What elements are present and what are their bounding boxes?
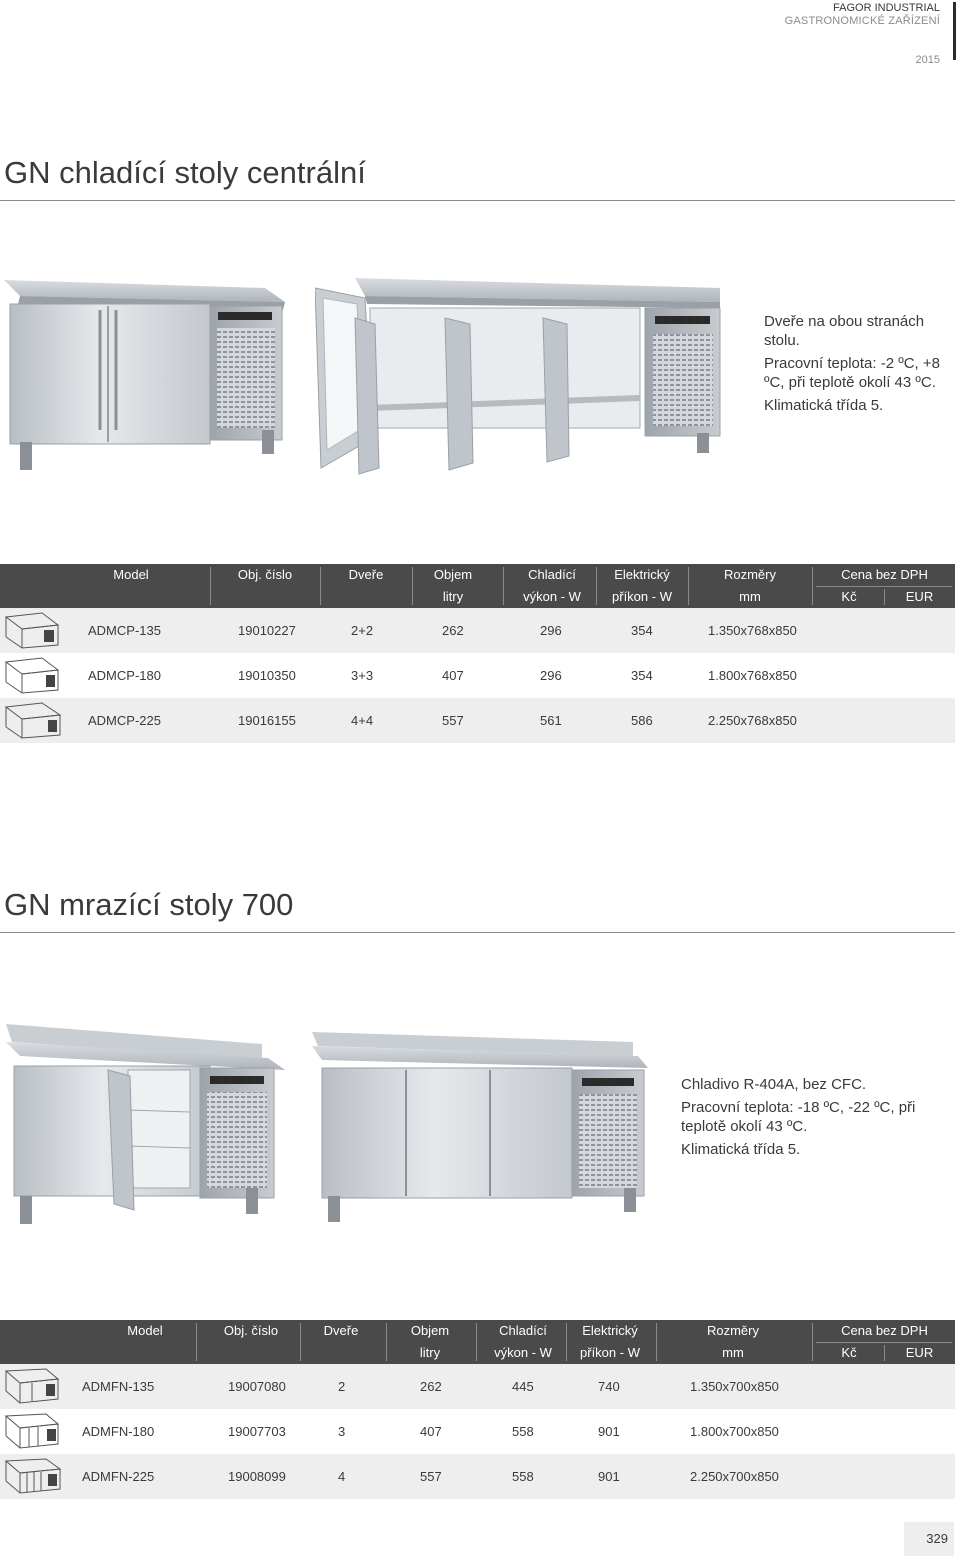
header-divider bbox=[812, 567, 813, 605]
product-thumbnail bbox=[2, 1367, 62, 1406]
product-photo-freezer-closed bbox=[308, 1028, 648, 1224]
header-price-rule bbox=[816, 1342, 952, 1343]
col-objem: Objem bbox=[410, 1323, 450, 1338]
cell-model: ADMCP-225 bbox=[88, 713, 161, 728]
cell-rozmery: 2.250x700x850 bbox=[690, 1469, 779, 1484]
page-header bbox=[785, 2, 940, 67]
col-kc: Kč bbox=[841, 589, 857, 604]
cell-obj: 19010350 bbox=[238, 668, 296, 683]
cell-dvere: 2+2 bbox=[351, 623, 374, 638]
cell-elektricky: 740 bbox=[598, 1379, 620, 1394]
table-header bbox=[0, 564, 955, 608]
section1-description bbox=[764, 312, 954, 419]
header-accent-bar bbox=[953, 2, 956, 60]
table-row bbox=[0, 1409, 955, 1454]
description-line: Pracovní teplota: -18 ºC, -22 ºC, při teplotě okolí 43 ºC. bbox=[681, 1099, 916, 1135]
section-rule bbox=[0, 200, 955, 201]
cell-objem: 557 bbox=[420, 1469, 442, 1484]
description-line: Pracovní teplota: -2 ºC, +8 ºC, při teplotě okolí 43 ºC. bbox=[764, 355, 940, 391]
cell-model: ADMFN-135 bbox=[82, 1379, 155, 1394]
header-price-rule bbox=[816, 586, 952, 587]
col-rozmery-unit: mm bbox=[722, 1345, 744, 1360]
header-divider bbox=[566, 1323, 567, 1361]
cell-model: ADMFN-225 bbox=[82, 1469, 155, 1484]
product-photo-closed-cabinet bbox=[0, 270, 290, 475]
table-row bbox=[0, 1364, 955, 1409]
cell-rozmery: 1.350x768x850 bbox=[708, 623, 797, 638]
cell-rozmery: 2.250x768x850 bbox=[708, 713, 797, 728]
header-divider bbox=[196, 1323, 197, 1361]
section2-description bbox=[681, 1075, 951, 1163]
col-chladici: Chladící bbox=[499, 1323, 547, 1338]
product-thumbnail bbox=[2, 701, 62, 740]
header-divider bbox=[884, 589, 885, 605]
product-table-mrazici bbox=[0, 1320, 955, 1499]
description-line: Chladivo R-404A, bez CFC. bbox=[681, 1076, 867, 1093]
cell-objem: 407 bbox=[420, 1424, 442, 1439]
col-elektricky-unit: příkon - W bbox=[580, 1345, 640, 1360]
col-elektricky: Elektrický bbox=[582, 1323, 638, 1338]
col-obj: Obj. číslo bbox=[223, 1323, 279, 1338]
table-row bbox=[0, 698, 955, 743]
col-chladici-unit: výkon - W bbox=[523, 589, 581, 604]
cell-chladici: 445 bbox=[512, 1379, 534, 1394]
header-divider bbox=[300, 1323, 301, 1361]
catalog-year: 2015 bbox=[915, 54, 940, 66]
table-row bbox=[0, 1454, 955, 1499]
header-divider bbox=[884, 1345, 885, 1361]
cell-dvere: 4 bbox=[338, 1469, 346, 1484]
col-cena: Cena bez DPH bbox=[841, 567, 928, 582]
description-line: Dveře na obou stranách stolu. bbox=[764, 313, 925, 349]
header-divider bbox=[476, 1323, 477, 1361]
col-elektricky: Elektrický bbox=[614, 567, 670, 582]
cell-elektricky: 354 bbox=[631, 668, 653, 683]
cell-objem: 557 bbox=[442, 713, 464, 728]
cell-elektricky: 586 bbox=[631, 713, 653, 728]
page-number: 329 bbox=[904, 1522, 954, 1556]
cell-elektricky: 354 bbox=[631, 623, 653, 638]
col-rozmery: Rozměry bbox=[706, 1323, 759, 1338]
cell-elektricky: 901 bbox=[598, 1424, 620, 1439]
col-cena: Cena bez DPH bbox=[841, 1323, 928, 1338]
table-header bbox=[0, 1320, 955, 1364]
header-divider bbox=[320, 567, 321, 605]
cell-obj: 19007703 bbox=[228, 1424, 286, 1439]
brand-name: FAGOR INDUSTRIAL bbox=[833, 2, 940, 14]
cell-model: ADMCP-135 bbox=[88, 623, 161, 638]
col-eur: EUR bbox=[905, 589, 934, 604]
col-objem: Objem bbox=[433, 567, 473, 582]
product-table-chladici bbox=[0, 564, 955, 743]
cell-obj: 19007080 bbox=[228, 1379, 286, 1394]
section-rule bbox=[0, 932, 955, 933]
col-model: Model bbox=[127, 1323, 163, 1338]
cell-obj: 19008099 bbox=[228, 1469, 286, 1484]
cell-objem: 262 bbox=[442, 623, 464, 638]
col-rozmery: Rozměry bbox=[723, 567, 776, 582]
section-title-chladici: GN chladící stoly centrální bbox=[4, 155, 366, 190]
cell-dvere: 4+4 bbox=[351, 713, 374, 728]
header-divider bbox=[812, 1323, 813, 1361]
header-divider bbox=[596, 567, 597, 605]
cell-dvere: 2 bbox=[338, 1379, 346, 1394]
col-dvere: Dveře bbox=[323, 1323, 359, 1338]
col-kc: Kč bbox=[841, 1345, 857, 1360]
col-obj: Obj. číslo bbox=[237, 567, 293, 582]
cell-chladici: 296 bbox=[540, 623, 562, 638]
col-elektricky-unit: příkon - W bbox=[612, 589, 672, 604]
table-row bbox=[0, 653, 955, 698]
cell-objem: 407 bbox=[442, 668, 464, 683]
cell-chladici: 558 bbox=[512, 1424, 534, 1439]
header-divider bbox=[656, 1323, 657, 1361]
header-divider bbox=[386, 1323, 387, 1361]
section-title-mrazici: GN mrazící stoly 700 bbox=[4, 887, 294, 922]
col-chladici: Chladící bbox=[528, 567, 576, 582]
cell-chladici: 558 bbox=[512, 1469, 534, 1484]
header-divider bbox=[210, 567, 211, 605]
cell-obj: 19010227 bbox=[238, 623, 296, 638]
col-chladici-unit: výkon - W bbox=[494, 1345, 552, 1360]
col-rozmery-unit: mm bbox=[739, 589, 761, 604]
cell-dvere: 3+3 bbox=[351, 668, 374, 683]
cell-elektricky: 901 bbox=[598, 1469, 620, 1484]
cell-objem: 262 bbox=[420, 1379, 442, 1394]
col-eur: EUR bbox=[905, 1345, 934, 1360]
cell-model: ADMCP-180 bbox=[88, 668, 161, 683]
product-thumbnail bbox=[2, 656, 62, 695]
cell-model: ADMFN-180 bbox=[82, 1424, 155, 1439]
product-thumbnail bbox=[2, 1457, 62, 1496]
table-row bbox=[0, 608, 955, 653]
col-objem-unit: litry bbox=[442, 589, 464, 604]
description-line: Klimatická třída 5. bbox=[681, 1141, 801, 1158]
col-dvere: Dveře bbox=[348, 567, 384, 582]
header-divider bbox=[503, 567, 504, 605]
cell-obj: 19016155 bbox=[238, 713, 296, 728]
product-photo-freezer-open bbox=[0, 1020, 290, 1225]
cell-dvere: 3 bbox=[338, 1424, 346, 1439]
col-objem-unit: litry bbox=[419, 1345, 441, 1360]
description-line: Klimatická třída 5. bbox=[764, 397, 884, 414]
brand-subtitle: GASTRONOMICKÉ ZAŘÍZENÍ bbox=[784, 15, 940, 27]
col-model: Model bbox=[113, 567, 149, 582]
product-photo-open-doors bbox=[315, 278, 727, 475]
cell-rozmery: 1.350x700x850 bbox=[690, 1379, 779, 1394]
cell-chladici: 561 bbox=[540, 713, 562, 728]
product-thumbnail bbox=[2, 1412, 62, 1451]
product-thumbnail bbox=[2, 611, 62, 650]
header-divider bbox=[412, 567, 413, 605]
cell-chladici: 296 bbox=[540, 668, 562, 683]
cell-rozmery: 1.800x768x850 bbox=[708, 668, 797, 683]
header-divider bbox=[688, 567, 689, 605]
cell-rozmery: 1.800x700x850 bbox=[690, 1424, 779, 1439]
